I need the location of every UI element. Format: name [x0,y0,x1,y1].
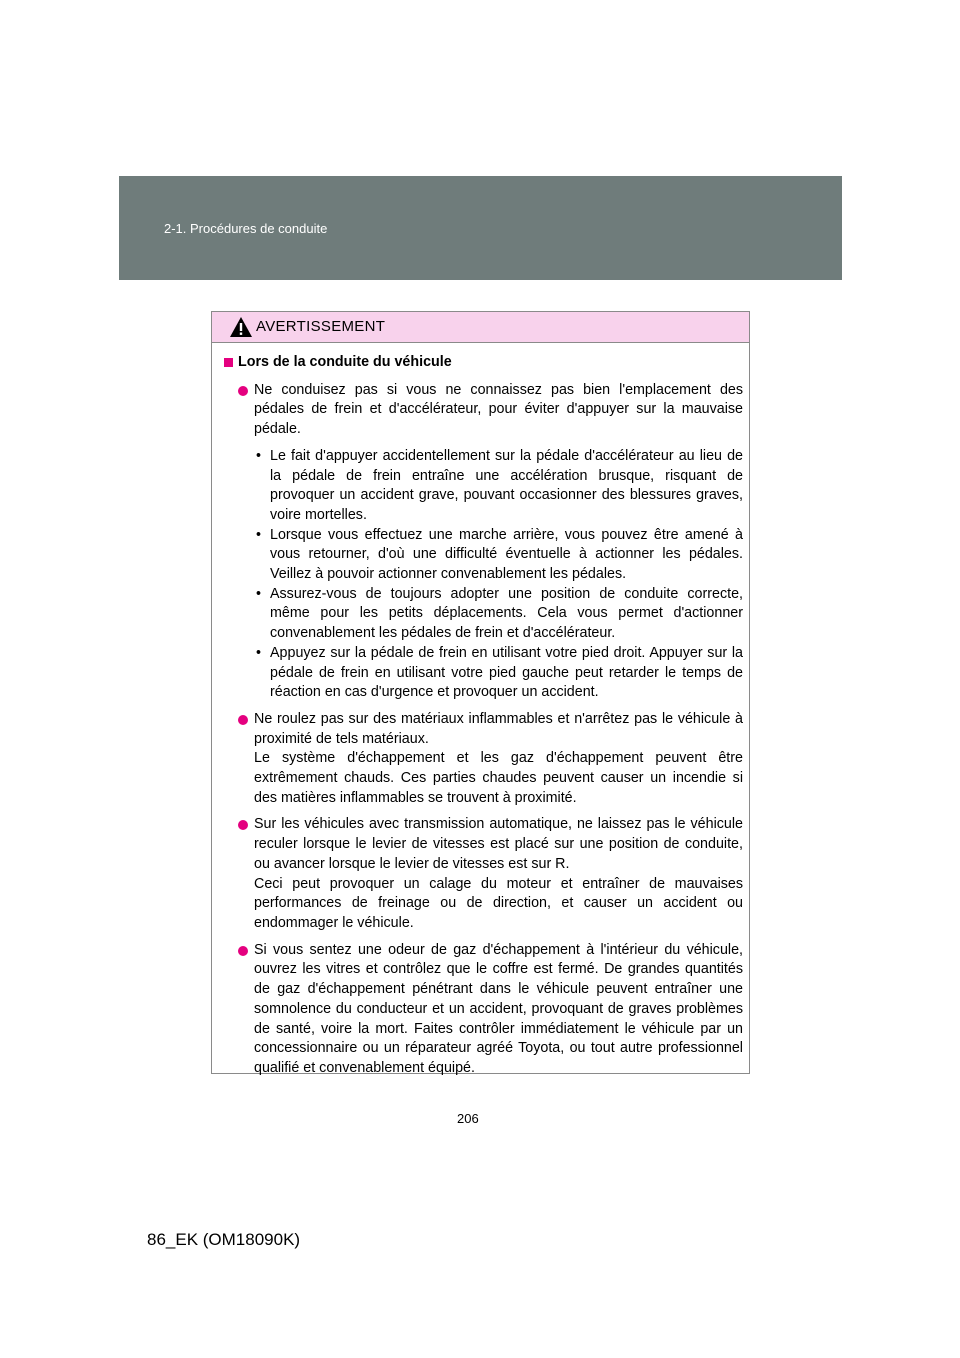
item-text: Ne roulez pas sur des matériaux inflammables et n'arrêtez pas le véhicule à proximité de tels matériaux. [254,710,743,747]
chapter-header-band [119,176,842,280]
item-text: Ceci peut provoquer un calage du moteur et entraîner de mauvaises performances de freinage ou de direction, et causer un accident ou endommager le véhicule. [254,875,743,931]
warning-body [212,343,749,1079]
sub-list-item [254,526,743,585]
sub-item-text: Lorsque vous effectuez une marche arrière, vous pouvez être amené à vous retourner, d'où une difficulté éventuelle à actionner les pédales. Veillez à pouvoir actionner convenablement les pédales. [270,526,743,583]
page-number: 206 [457,1111,479,1126]
small-bullet-icon: • [256,447,262,464]
circle-bullet-icon [238,946,248,956]
sub-list-item [254,644,743,703]
item-text: Sur les véhicules avec transmission automatique, ne laissez pas le véhicule reculer lorsque le levier de vitesses est placé sur une position de conduite, ou avancer lorsque le levier de vitesses est sur R. [254,816,743,872]
sub-item-text: Appuyez sur la pédale de frein en utilisant votre pied droit. Appuyer sur la pédale de frein en utilisant votre pied gauche peut retarder le temps de réaction en cas d'urgence et provoquer un accident. [270,644,743,701]
warning-box [211,311,750,1074]
circle-bullet-icon [238,715,248,725]
warning-header [212,312,749,343]
section-title [224,353,743,373]
small-bullet-icon: • [256,526,262,543]
chapter-title: 2-1. Procédures de conduite [164,221,328,236]
warning-triangle-icon [229,316,253,338]
item-text: Ne conduisez pas si vous ne connaissez pas bien l'emplacement des pédales de frein et d'accélérateur, pour éviter d'appuyer sur la mauvaise pédale. [254,381,743,438]
item-text: Si vous sentez une odeur de gaz d'échappement à l'intérieur du véhicule, ouvrez les vitres et contrôlez que le coffre est fermé. De grandes quantités de gaz d'échappement pénétrant dans le véhicule peuvent entraîner une somnolence du conducteur et un accident, provoquant de graves problèmes de santé, voire la mort. Faites contrôler immédiatement le véhicule par un concessionnaire ou un réparateur agréé Toyota, ou tout autre professionnel qualifié et convenablement équipé. [254,941,743,1076]
circle-bullet-icon [238,820,248,830]
document-code: 86_EK (OM18090K) [147,1230,301,1249]
list-item [224,710,743,809]
circle-bullet-icon [238,386,248,396]
square-bullet-icon [224,358,233,367]
list-item [224,941,743,1079]
small-bullet-icon: • [256,644,262,661]
sub-item-text: Assurez-vous de toujours adopter une position de conduite correcte, même pour les petits déplacements. Cela vous permet d'actionner convenablement les pédales de frein et d'accélérateur. [270,585,743,642]
small-bullet-icon: • [256,585,262,602]
sub-list-item [254,585,743,644]
section-title-text: Lors de la conduite du véhicule [238,354,452,370]
list-item [224,381,743,703]
list-item [224,815,743,933]
sub-list [254,447,743,703]
item-text: Le système d'échappement et les gaz d'échappement peuvent être extrêmement chauds. Ces parties chaudes peuvent causer un incendie si des matières inflammables se trouvent à proximité. [254,750,743,806]
sub-item-text: Le fait d'appuyer accidentellement sur la pédale d'accélérateur au lieu de la pédale de frein entraîne une accélération brusque, risquant de provoquer un accident grave, pouvant occasionner des blessures graves, voire mortelles. [270,447,743,523]
sub-list-item [254,447,743,526]
warning-title: AVERTISSEMENT [256,318,386,335]
